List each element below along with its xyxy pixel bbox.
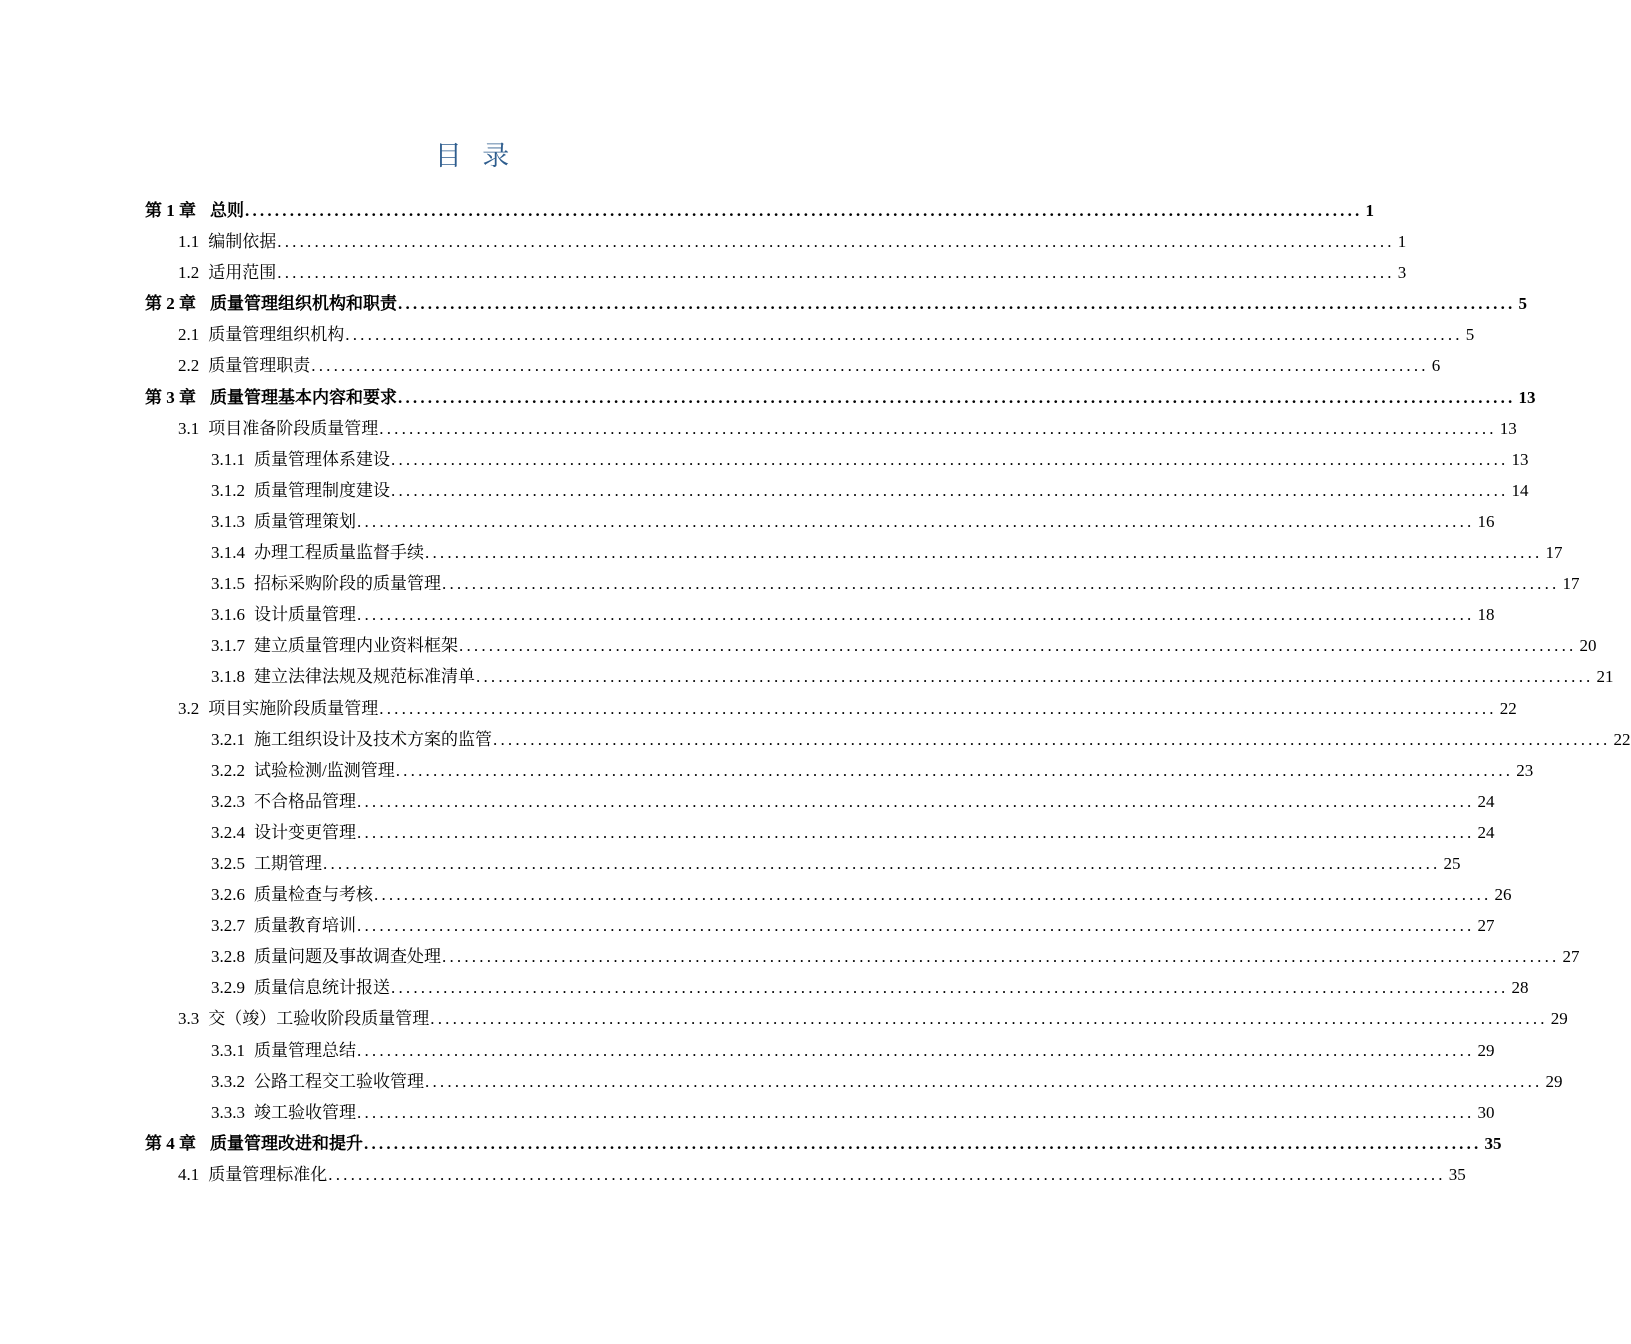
toc-entry-number: 3.1.5 <box>211 574 245 594</box>
toc-entry-number: 第 2 章 <box>145 294 196 314</box>
toc-entry-title: 公路工程交工验收管理 <box>254 1071 424 1091</box>
toc-dot-leader: ...................................................................................................................................................... <box>425 543 1543 563</box>
toc-entry-title: 设计质量管理 <box>254 605 356 625</box>
toc-dot-leader: ...................................................................................................................................................... <box>357 511 1475 531</box>
toc-entry-number: 3.3 <box>178 1009 200 1029</box>
toc-page-number: 1 <box>1365 201 1374 220</box>
toc-subsection-entry[interactable] <box>0 972 1529 1003</box>
toc-subsection-entry[interactable] <box>0 1097 1495 1128</box>
toc-entry-number: 1.2 <box>178 263 200 283</box>
toc-entry-number: 4.1 <box>178 1164 200 1184</box>
toc-dot-leader: ...................................................................................................................................................... <box>357 916 1475 936</box>
toc-entry-title: 建立质量管理内业资料框架 <box>254 636 458 656</box>
toc-chapter-entry[interactable] <box>0 288 1527 319</box>
toc-dot-leader: ...................................................................................................................................................... <box>391 978 1509 998</box>
toc-dot-leader: ...................................................................................................................................................... <box>357 1040 1475 1060</box>
toc-dot-leader: ...................................................................................................................................................... <box>379 418 1497 438</box>
toc-page-number: 30 <box>1477 1102 1495 1122</box>
toc-entry-number: 第 1 章 <box>145 201 196 220</box>
toc-section-entry[interactable] <box>0 1003 1568 1034</box>
toc-section-entry[interactable] <box>0 413 1517 444</box>
toc-section-entry[interactable] <box>0 319 1475 350</box>
toc-entry-title: 适用范围 <box>208 263 277 283</box>
toc-entry-title: 质量问题及事故调查处理 <box>254 947 441 967</box>
toc-entry-number: 3.2.3 <box>211 791 245 811</box>
toc-entry-number: 3.3.1 <box>211 1040 245 1060</box>
toc-dot-leader: ...................................................................................................................................................... <box>323 853 1441 873</box>
toc-entry-number: 3.2.6 <box>211 885 245 905</box>
toc-dot-leader: ...................................................................................................................................................... <box>476 667 1594 687</box>
toc-entry-number: 3.2.2 <box>211 760 245 780</box>
toc-dot-leader: ...................................................................................................................................................... <box>328 1164 1446 1184</box>
toc-subsection-entry[interactable] <box>0 879 1512 910</box>
toc-page-number: 21 <box>1596 667 1614 687</box>
toc-page-number: 23 <box>1516 760 1534 780</box>
toc-entry-title: 总则 <box>210 201 244 220</box>
toc-dot-leader: ...................................................................................................................................................... <box>345 325 1463 345</box>
toc-page-number: 17 <box>1545 543 1563 563</box>
toc-page-number: 27 <box>1477 916 1495 936</box>
toc-subsection-entry[interactable] <box>0 724 1631 755</box>
toc-entry-title: 质量管理基本内容和要求 <box>210 387 397 407</box>
toc-entry-title: 质量管理改进和提升 <box>210 1133 363 1153</box>
toc-entry-number: 3.2.5 <box>211 853 245 873</box>
toc-page-number: 14 <box>1511 480 1529 500</box>
toc-entry-number: 3.2.9 <box>211 978 245 998</box>
toc-subsection-entry[interactable] <box>0 786 1495 817</box>
toc-entry-number: 3.3.3 <box>211 1102 245 1122</box>
toc-entry-title: 质量管理职责 <box>208 356 311 376</box>
toc-entry-title: 施工组织设计及技术方案的监管 <box>254 729 492 749</box>
toc-page-number: 17 <box>1562 574 1580 594</box>
toc-entry-number: 第 4 章 <box>145 1133 196 1153</box>
toc-entry-title: 建立法律法规及规范标准清单 <box>254 667 475 687</box>
toc-page-number: 24 <box>1477 822 1495 842</box>
toc-entry-number: 3.2.4 <box>211 822 245 842</box>
table-of-contents <box>0 195 1631 1190</box>
toc-entry-title: 招标采购阶段的质量管理 <box>254 574 441 594</box>
toc-entry-title: 编制依据 <box>208 232 277 252</box>
toc-page-number: 29 <box>1550 1009 1568 1029</box>
toc-subsection-entry[interactable] <box>0 599 1495 630</box>
toc-chapter-entry[interactable] <box>0 195 1374 226</box>
toc-page-number: 16 <box>1477 511 1495 531</box>
toc-section-entry[interactable] <box>0 226 1407 257</box>
toc-dot-leader: ...................................................................................................................................................... <box>277 263 1395 283</box>
toc-entry-number: 3.2 <box>178 698 200 718</box>
toc-subsection-entry[interactable] <box>0 537 1563 568</box>
toc-dot-leader: ...................................................................................................................................................... <box>391 480 1509 500</box>
toc-page-number: 20 <box>1579 636 1597 656</box>
toc-entry-title: 质量管理标准化 <box>208 1164 328 1184</box>
toc-page-number: 25 <box>1443 853 1461 873</box>
toc-page-number: 3 <box>1397 263 1407 283</box>
toc-entry-number: 3.1.2 <box>211 480 245 500</box>
toc-dot-leader: ...................................................................................................................................................... <box>442 947 1560 967</box>
toc-subsection-entry[interactable] <box>0 444 1529 475</box>
toc-entry-title: 工期管理 <box>254 853 322 873</box>
toc-subsection-entry[interactable] <box>0 1066 1563 1097</box>
toc-entry-number: 3.1 <box>178 418 200 438</box>
toc-page-number: 5 <box>1465 325 1475 345</box>
toc-page-number: 35 <box>1484 1133 1502 1153</box>
toc-entry-number: 2.2 <box>178 356 200 376</box>
toc-entry-number: 第 3 章 <box>145 387 196 407</box>
toc-dot-leader: ...................................................................................................................................................... <box>357 605 1475 625</box>
toc-dot-leader: ...................................................................................................................................................... <box>245 201 1363 220</box>
toc-entry-number: 3.1.6 <box>211 605 245 625</box>
toc-page-number: 35 <box>1448 1164 1466 1184</box>
toc-page-number: 18 <box>1477 605 1495 625</box>
toc-subsection-entry[interactable] <box>0 568 1580 599</box>
toc-section-entry[interactable] <box>0 257 1407 288</box>
toc-entry-title: 质量管理组织机构和职责 <box>210 294 397 314</box>
toc-entry-number: 3.2.8 <box>211 947 245 967</box>
toc-dot-leader: ...................................................................................................................................................... <box>357 791 1475 811</box>
toc-entry-title: 质量管理策划 <box>254 511 356 531</box>
toc-subsection-entry[interactable] <box>0 817 1495 848</box>
toc-subsection-entry[interactable] <box>0 941 1580 972</box>
toc-entry-title: 项目准备阶段质量管理 <box>208 418 379 438</box>
toc-page-number: 1 <box>1397 232 1407 252</box>
toc-chapter-entry[interactable] <box>0 1128 1502 1159</box>
toc-subsection-entry[interactable] <box>0 755 1534 786</box>
toc-section-entry[interactable] <box>0 1159 1466 1190</box>
toc-entry-title: 质量管理制度建设 <box>254 480 390 500</box>
toc-entry-title: 质量检查与考核 <box>254 885 373 905</box>
toc-entry-title: 不合格品管理 <box>254 791 356 811</box>
toc-dot-leader: ...................................................................................................................................................... <box>374 885 1492 905</box>
toc-dot-leader: ...................................................................................................................................................... <box>459 636 1577 656</box>
toc-dot-leader: ...................................................................................................................................................... <box>425 1071 1543 1091</box>
toc-dot-leader: ...................................................................................................................................................... <box>430 1009 1548 1029</box>
toc-dot-leader: ...................................................................................................................................................... <box>311 356 1429 376</box>
toc-entry-title: 试验检测/监测管理 <box>254 760 395 780</box>
toc-dot-leader: ...................................................................................................................................................... <box>398 294 1516 314</box>
toc-section-entry[interactable] <box>0 693 1517 724</box>
toc-chapter-entry[interactable] <box>0 382 1536 413</box>
toc-page-number: 29 <box>1477 1040 1495 1060</box>
toc-entry-number: 1.1 <box>178 232 200 252</box>
toc-subsection-entry[interactable] <box>0 475 1529 506</box>
toc-page-number: 5 <box>1518 294 1527 314</box>
toc-subsection-entry[interactable] <box>0 630 1597 661</box>
toc-subsection-entry[interactable] <box>0 910 1495 941</box>
toc-subsection-entry[interactable] <box>0 848 1461 879</box>
toc-page-number: 24 <box>1477 791 1495 811</box>
toc-entry-title: 竣工验收管理 <box>254 1102 356 1122</box>
toc-dot-leader: ...................................................................................................................................................... <box>391 449 1509 469</box>
toc-page-number: 29 <box>1545 1071 1563 1091</box>
toc-dot-leader: ...................................................................................................................................................... <box>357 1102 1475 1122</box>
toc-dot-leader: ...................................................................................................................................................... <box>364 1133 1482 1153</box>
toc-entry-title: 设计变更管理 <box>254 822 356 842</box>
toc-page-number: 22 <box>1499 698 1517 718</box>
toc-title: 目 录 <box>434 141 516 173</box>
toc-entry-number: 3.1.4 <box>211 543 245 563</box>
toc-entry-number: 3.1.8 <box>211 667 245 687</box>
toc-entry-title: 质量信息统计报送 <box>254 978 390 998</box>
toc-entry-title: 质量管理组织机构 <box>208 325 345 345</box>
toc-dot-leader: ...................................................................................................................................................... <box>357 822 1475 842</box>
toc-subsection-entry[interactable] <box>0 661 1614 692</box>
toc-entry-title: 质量管理体系建设 <box>254 449 390 469</box>
toc-page-number: 6 <box>1431 356 1441 376</box>
toc-section-entry[interactable] <box>0 350 1441 381</box>
toc-entry-number: 3.2.1 <box>211 729 245 749</box>
toc-entry-number: 3.1.3 <box>211 511 245 531</box>
toc-subsection-entry[interactable] <box>0 1035 1495 1066</box>
toc-entry-number: 3.1.7 <box>211 636 245 656</box>
toc-dot-leader: ...................................................................................................................................................... <box>442 574 1560 594</box>
toc-entry-number: 3.3.2 <box>211 1071 245 1091</box>
toc-entry-number: 2.1 <box>178 325 200 345</box>
toc-dot-leader: ...................................................................................................................................................... <box>395 760 1514 780</box>
toc-entry-title: 交（竣）工验收阶段质量管理 <box>208 1009 430 1029</box>
toc-subsection-entry[interactable] <box>0 506 1495 537</box>
toc-dot-leader: ...................................................................................................................................................... <box>379 698 1497 718</box>
toc-page-number: 22 <box>1613 729 1631 749</box>
toc-page-number: 13 <box>1511 449 1529 469</box>
toc-entry-title: 项目实施阶段质量管理 <box>208 698 379 718</box>
toc-dot-leader: ...................................................................................................................................................... <box>493 729 1611 749</box>
toc-entry-title: 质量教育培训 <box>254 916 356 936</box>
toc-entry-number: 3.2.7 <box>211 916 245 936</box>
toc-page-number: 28 <box>1511 978 1529 998</box>
toc-dot-leader: ...................................................................................................................................................... <box>277 232 1395 252</box>
toc-dot-leader: ...................................................................................................................................................... <box>398 387 1516 407</box>
toc-entry-title: 质量管理总结 <box>254 1040 356 1060</box>
toc-page-number: 13 <box>1518 387 1536 407</box>
toc-page-number: 27 <box>1562 947 1580 967</box>
toc-entry-number: 3.1.1 <box>211 449 245 469</box>
toc-page-number: 13 <box>1499 418 1517 438</box>
toc-page-number: 26 <box>1494 885 1512 905</box>
toc-entry-title: 办理工程质量监督手续 <box>254 543 424 563</box>
